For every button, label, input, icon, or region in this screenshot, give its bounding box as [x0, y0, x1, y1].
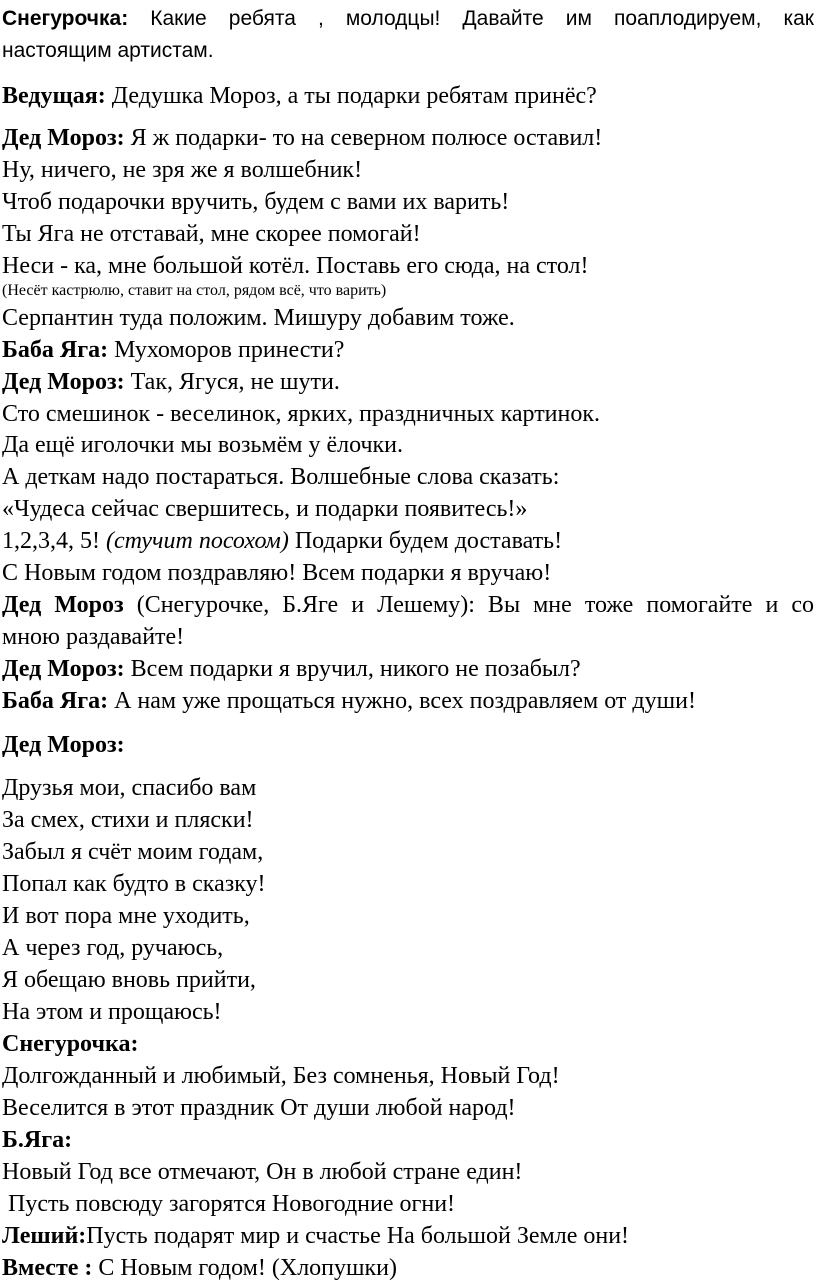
script-line [2, 430, 403, 460]
poem-line [2, 933, 223, 963]
script-line [2, 1093, 516, 1123]
script-line [2, 526, 562, 556]
script-line [2, 1189, 455, 1219]
line-text: А деткам надо постараться. Волшебные слова сказать: [2, 464, 560, 490]
script-line [2, 367, 340, 397]
script-line [2, 590, 814, 620]
speaker-name: Снегурочка: [2, 7, 129, 30]
script-line [2, 1125, 72, 1155]
line-text: Всем подарки я вручил, никого не позабыл? [124, 656, 581, 682]
poem-line [2, 965, 256, 995]
poem-line [2, 901, 250, 931]
line-text: Серпантин туда положим. Мишуру добавим тоже. [2, 305, 515, 331]
line-text: А через год, ручаюсь, [2, 935, 224, 961]
stage-direction [2, 281, 386, 301]
script-line [2, 1029, 138, 1059]
line-text: Веселится в этот праздник От души любой народ! [2, 1095, 516, 1121]
speaker-name: Дед Мороз: [2, 656, 125, 682]
line-text: Сто смешинок - веселинок, ярких, праздничных картинок. [2, 401, 601, 427]
line-text: Неси - ка, мне большой котёл. Поставь его сюда, на стол! [2, 253, 589, 279]
script-line [2, 1253, 397, 1283]
script-line [2, 730, 125, 760]
line-text: Новый Год все отмечают, Он в любой стране един! [2, 1159, 523, 1185]
line-text: Какие ребята , молодцы! Давайте им поаплодируем, как [128, 7, 814, 30]
line-text: настоящим артистам. [2, 39, 214, 62]
script-line [2, 462, 559, 492]
line-text: Дедушка Мороз, а ты подарки ребятам принёс? [105, 83, 597, 109]
line-text: Ну, ничего, не зря же я волшебник! [2, 157, 363, 183]
script-line [2, 654, 581, 684]
script-line [2, 303, 515, 333]
script-line [2, 187, 509, 217]
poem-line [2, 997, 222, 1027]
poem-line [2, 773, 256, 803]
poem-line [2, 805, 254, 835]
script-line [2, 1061, 560, 1091]
speaker-name: Леший: [2, 1223, 87, 1249]
speaker-name: Дед Мороз: [2, 125, 125, 151]
line-text: Я ж подарки- то на северном полюсе оставил! [124, 125, 603, 151]
line-text: мною раздавайте! [2, 624, 185, 650]
line-text: Пусть подарят мир и счастье На большой Земле они! [86, 1223, 630, 1249]
speaker-name: Снегурочка: [2, 1031, 139, 1057]
script-line [2, 558, 551, 588]
line-text: Ты Яга не отставай, мне скорее помогай! [2, 221, 421, 247]
speaker-name: Б.Яга: [2, 1127, 73, 1153]
line-text: С Новым годом! (Хлопушки) [92, 1255, 397, 1281]
line-text: А нам уже прощаться нужно, всех поздравляем от души! [108, 688, 696, 714]
poem-line [2, 837, 263, 867]
script-line [2, 4, 814, 34]
script-line [2, 251, 588, 281]
line-text: Я обещаю вновь прийти, [2, 967, 256, 993]
script-line [2, 622, 184, 652]
script-line [2, 335, 344, 365]
speaker-name: Баба Яга: [2, 337, 109, 363]
script-line [2, 219, 421, 249]
speaker-name: Баба Яга: [2, 688, 109, 714]
line-text: Долгожданный и любимый, Без сомненья, Новый Год! [2, 1063, 560, 1089]
line-text: «Чудеса сейчас свершитесь, и подарки появитесь!» [2, 496, 528, 522]
line-text: Да ещё иголочки мы возьмём у ёлочки. [2, 432, 404, 458]
speaker-name: Вместе : [2, 1255, 93, 1281]
line-text: Забыл я счёт моим годам, [2, 839, 264, 865]
script-line [2, 81, 597, 111]
line-text: С Новым годом поздравляю! Всем подарки я вручаю! [2, 560, 552, 586]
stage-direction: (стучит посохом) [106, 528, 289, 554]
line-text: Чтоб подарочки вручить, будем с вами их варить! [2, 189, 510, 215]
script-line [2, 1157, 522, 1187]
line-text: (Несёт кастрюлю, ставит на стол, рядом всё, что варить) [2, 282, 387, 299]
line-text: На этом и прощаюсь! [2, 999, 222, 1025]
line-text: Подарки будем доставать! [288, 528, 563, 554]
script-line [2, 494, 527, 524]
script-line [2, 399, 600, 429]
script-line [2, 123, 602, 153]
script-line [2, 686, 696, 716]
line-text: И вот пора мне уходить, [2, 903, 250, 929]
speaker-name: Дед Мороз: [2, 369, 125, 395]
speaker-name: Дед Мороз [2, 592, 124, 618]
line-text: (Снегурочке, Б.Яге и Лешему): Вы мне тоже помогайте и со [123, 592, 815, 618]
line-text: Друзья мои, спасибо вам [2, 775, 257, 801]
poem-line [2, 869, 266, 899]
script-line [2, 36, 214, 66]
line-text: За смех, стихи и пляски! [2, 807, 254, 833]
line-text: Так, Ягуся, не шути. [124, 369, 340, 395]
line-text: Мухоморов принести? [108, 337, 345, 363]
line-text: Пусть повсюду загорятся Новогодние огни! [2, 1191, 456, 1217]
line-text: 1,2,3,4, 5! [2, 528, 106, 554]
line-text: Попал как будто в сказку! [2, 871, 266, 897]
script-line [2, 1221, 629, 1251]
speaker-name: Ведущая: [2, 83, 106, 109]
speaker-name: Дед Мороз: [2, 732, 125, 758]
script-line [2, 155, 362, 185]
